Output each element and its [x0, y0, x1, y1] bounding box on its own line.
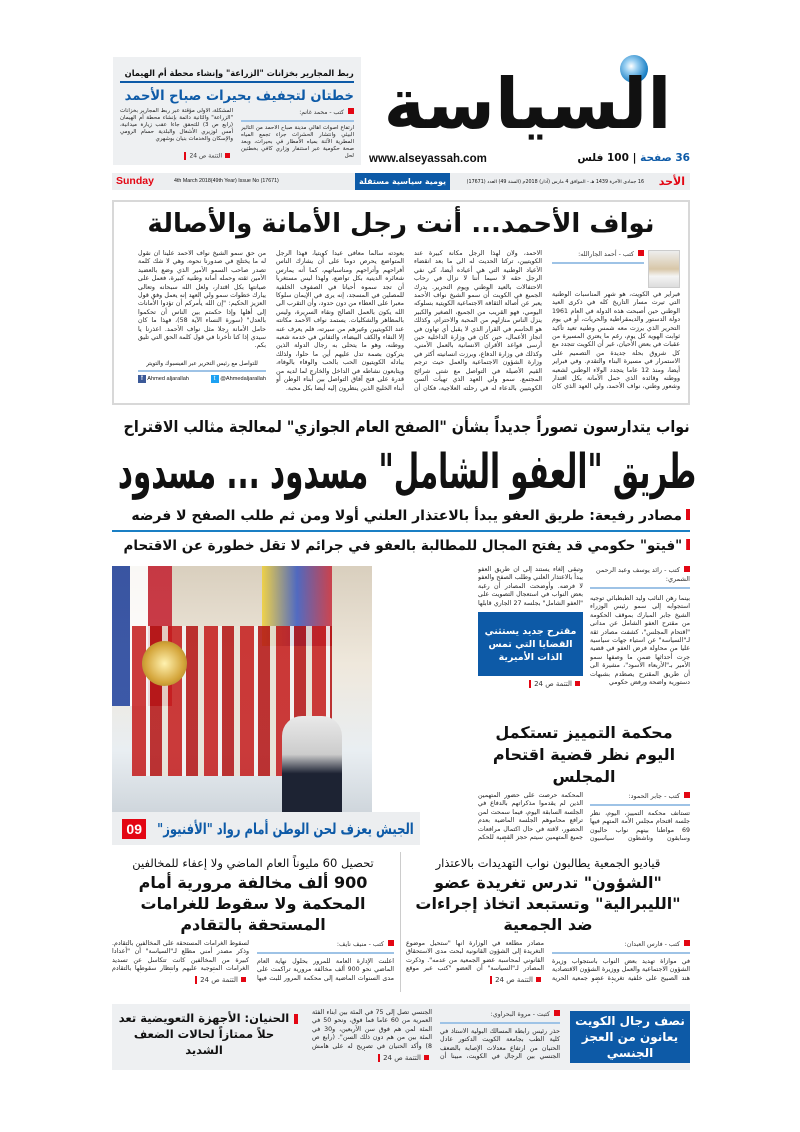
traffic-kicker: تحصيل 60 مليوناً العام الماضي ولا إعفاء للمخالفين: [132, 856, 374, 870]
army-band-photo: [112, 566, 372, 812]
traffic-byline: [257, 940, 394, 954]
bullet-icon: [575, 681, 580, 686]
health-body-left: الجنسي تصل إلى 75 في المئة بين أبناء الفئة العمرية من 60 عاما فما فوق، ونحو 50 في المئة لمن هم فوق سن الأربعين، و30 في المئة بين من هم دون ذلك السن". (رابع ص 8) وأكد الحنيان في تصريح له على هامش: [312, 1009, 432, 1050]
bullet-icon: [684, 940, 690, 946]
column-divider: [400, 852, 401, 992]
bullet-icon: [684, 792, 690, 798]
traffic-body-right: أعلنت الإدارة العامة للمرور بحلول نهاية العام الماضي نحو 900 ألف مخالفة مرورية تراكمت على مدى السنوات الماضية إلى محكمة المرور للبت فيها: [257, 958, 394, 982]
court-body-right: تستأنف محكمة التمييز، اليوم، نظر جلسة اقتحام مجلس الأمة المتهم فيها 69 مواطنا بينهم نواب حاليون وسابقون وناشطون سياسيون: [590, 810, 690, 843]
bullet-icon: [554, 1010, 560, 1016]
main-kicker: نواب يتدارسون تصوراً جديداً بشأن "الصفح العام الجوازي" لمعالجة مثالب الاقتراح: [123, 417, 690, 436]
side-headline: الحنيان: الأجهزة التعويضية تعد حلاً ممتازاً لحالات الضعف الشديد: [118, 1011, 290, 1057]
top-story-body-left: المشكلة، الأولى مؤقتة عبر ربط المجارير بخزانات "الزراعة" والثانية دائمة بإنشاء محطة أم الهيمان (رابع ص 3) للتحقق جاءا عقب زيارة ميدانية، أمس لوزيري الأشغال والبلدية حسام الرومي والإسكان والخدمات بنيان بوشهري: [120, 108, 233, 142]
continued-text: التتمة ص 24: [189, 152, 222, 160]
continued-link[interactable]: [312, 1054, 432, 1063]
editorial-headline[interactable]: نواف الأحمد... أنت رجل الأمانة والأصالة: [147, 209, 655, 239]
divider-line: [112, 530, 690, 532]
main-story-col-left: [478, 566, 583, 689]
twitter-icon: t: [211, 375, 219, 383]
website-link[interactable]: www.alseyassah.com: [369, 153, 487, 165]
shuoon-body-right: في موازاة تهديد بعض النواب باستجواب وزيرة الشؤون الاجتماعية والعمل ووزيرة الشؤون الاقتصادية هند الصبيح على خلفية تغريدة عضو جمعية الحرية: [552, 958, 690, 982]
byline-text: كتب - أحمد الجارالله:: [578, 251, 634, 258]
court-byline: [590, 792, 690, 806]
health-body-right: حذر رئيس رابطة المسالك البولية الأستاذ في كلية الطب بجامعة الكويت الدكتور عادل الحنيان من ارتفاع معدلات الإصابة بالضعف الجنسي بين الرجال في الكويت، مبينا أن: [440, 1028, 560, 1061]
editorial-col-4: من حق سمو الشيخ نواف الأحمد علينا أن نقول له ما يختلج في صدورنا نحوه، وهي لا شك كلمة تصدر صاحب السمو الأمير الذي وضع بالعضيد الأمين ثقته وحمله أمانة وطنية كبيرة، فعمل على صيانتها بكل اقتدار، ولعل الله سبحانه وتعالى يبارك خطوات سمو ولي العهد إنه يعمل وفق قول العزيز الحكيم: "إن الله يأمركم أن تؤدوا الأمانات إلى أهلها وإذا حكمتم بين الناس أن تحكموا بالعدل" (سورة النساء الآية 58)، فهذا ما كان حامل الأمانة رجلا مثل نواف الأحمد. اعذرنا يا سيدي إذا كنا تأخرنا في قول كلمة الحق التي تليق بكم.: [138, 250, 266, 350]
bullet-icon: [225, 153, 230, 158]
top-story-body-right: ارتفاع أصوات أهالي مدينة صباح الأحمد من التأثير البيئي وانتشار الحشرات جراء تجمع المياه المطرية الآثنة بمياه الأمطار في بحيرات، وبعد صحة حكومية عبر استنفار وزاري كافي بخطتين لحل: [241, 125, 354, 159]
bullet-icon: [388, 940, 394, 946]
health-byline: [440, 1010, 560, 1024]
main-headline[interactable]: طريق "العفو الشامل" مسدود ... مسدود: [117, 444, 696, 500]
masthead-logo-area: [365, 55, 690, 170]
continued-text: التتمة ص 24: [383, 1054, 421, 1062]
main-kicker-wrap: [112, 414, 690, 440]
bullet-icon: [638, 250, 644, 256]
main-body-right: بينما رهن النائب وليد الطبطبائي توجيه استجوابه إلى سمو رئيس الوزراء الشيخ جابر المبارك بموقف الحكومة من مقترح العفو الشامل عن مدانى "اقتحام المجلس"، كشفت مصادر ثقة لـ"السياسة" عن استياء جهات سياسية عليا من محاولة فرض العفو في قضية جرت أحداثها ضمن ما وصفها سمو الأمير بـ"الأربعاء الأسود"، مشيرة الى أن طريق المقترح يصطدم بشبهات دستورية واضحة ورفض حكومي: [590, 595, 690, 687]
continued-link[interactable]: [406, 976, 544, 985]
subhead-text: "فيتو" حكومي قد يفتح المجال للمطالبة بالعفو في جرائم لا تقل خطورة عن الاقتحام: [123, 538, 683, 554]
shuoon-byline: [552, 940, 690, 954]
subhead-2-line: [124, 535, 690, 557]
main-story-col-right: [590, 566, 690, 712]
red-bullet-icon: [686, 539, 690, 550]
day-arabic: الأحد: [658, 175, 685, 188]
price: 100 فلس: [577, 152, 629, 164]
health-box[interactable]: [570, 1011, 690, 1063]
top-story-kicker-wrap: [120, 61, 354, 83]
top-story-headline[interactable]: خطتان لتجفيف بحيرات صباح الأحمد: [124, 88, 354, 104]
subhead-text: مصادر رفيعة: طريق العفو يبدأ بالاعتذار العلني أولا ومن ثم طلب الصفح لا فرضه: [131, 508, 682, 524]
editorial-text: فبراير في الكويت، هو شهر المناسبات الوطنية التي تيرت مسار التاريخ كله في ذكرى العيد الوطني حين أصبحت هذه الدولة في العام 1961 دولة الدستور والديمقراطية والحريات، أو في يوم التحرير الذي يرزت معه شمس وطنية تعيد تأكيد ثوابت الهوية كل يوم، رغم ما يعتري المسيرة من عقبات في بعض الأحيان، غير أن الكويت تتجدد مع كل شروق بحلة جديدة من التصميم على الاستمرار في مسيرة البناء والتقدم. وفي فبراير أيضا، ومنذ 12 عاما يتجدد الولاء الوطني لشعبه ووطنه وقائده الذي حمل الأمانة بكل اقتدار وشعور وطني، نواف الأحمد، ولي العهد الذي كان: [552, 291, 680, 391]
court-headline[interactable]: محكمة التمييز تستكمل اليوم نظر قضية اقتحام المجلس: [492, 723, 676, 786]
main-body-left: وتبقى إلغاء يستند إلى أن طريق العفو يبدأ بالاعتذار العلني وطلب الصفح والعفو لا فرضه. وأوضحت المصادر أن رغبة بعض النواب في استعجال التصويت على "العفو الشامل" بجلسة 27 الجاري قابلها: [478, 566, 583, 607]
court-body-left: المحكمة حرصت على حضور المتهمين الذين لم يقدموا مذكراتهم بالدفاع في الجلسة السابقة اليوم، فيما سمحت لمن ترافع محاموهم الجلسة الماضية بعدم الحضور، لافتة في حال اكتمال مرافعات جميع المتهمين سيتم حجز القضية للحكم: [478, 792, 583, 842]
top-story-byline: [241, 108, 354, 122]
twitter-link[interactable]: [211, 375, 266, 384]
facebook-handle: Ahmed aljarallah: [147, 376, 189, 382]
logo-wrap: [365, 61, 690, 147]
newspaper-logo: السياسة: [383, 63, 672, 145]
traffic-headline[interactable]: 900 ألف مخالفة مرورية أمام المحكمة ولا سقوط للغرامات المستحقة بالتقادم: [138, 873, 368, 934]
court-col-right: [590, 792, 690, 843]
editorial-col-2: الأحمد، ولأن لهذا الرجل مكانة كبيرة عند الكويتيين، تركنا الحديث له الى ما بعد انقضاء الأعياد الوطنية التي هي أعياده أيضا، كي نفي الرجل حقه لا سيما أننا لا نزال في رحاب الاحتفالات بالعيد الوطني ويوم التحرير. يدرك الجميع في الكويت أن سمو الشيخ نواف الأحمد يعبر عن أصالة الثقافة الاجتماعية الكويتية بسلوكه اليومي، فهو القريب من الجميع، الصغير والكبير ينزل الناس منازلهم من المحبة والاحترام، وكذلك هو الحاسم في القرار الذي لا يقبل أي تهاون في انجاز الأعمال، حين كان في وزارة الداخلية حين أرسى قواعد الأقران الانسانية بالعمل الأمني، وكذلك في وزارة الدفاع، وبرزت انسانيته أكثر في وزارة الشؤون الاجتماعية والعمل حيث ترجم القيم الأصيلة في التواصل مع شتى شرائح المجتمع. سمو ولي العهد الذي تهيأت ألسن الكويتيين بالدعاء له في رحلته العلاجية، فكان أن: [414, 250, 542, 392]
continued-link[interactable]: [120, 152, 233, 161]
story-shuoon: [406, 852, 690, 985]
top-story-kicker: ربط المجارير بخزانات "الزراعة" وإنشاء محطة أم الهيمان: [124, 69, 354, 79]
photo-caption: الجيش يعزف لحن الوطن أمام رواد "الأفنيوز": [157, 819, 414, 838]
author-photo: [648, 250, 680, 288]
price-info: 36 صفحة | 100 فلس: [577, 152, 690, 164]
continued-text: التتمة ص 24: [495, 976, 533, 984]
continued-link[interactable]: [478, 680, 583, 689]
bullet-icon: [241, 977, 246, 982]
date-arabic: 16 جمادى الآخرة 1439 هـ - الموافق 4 مارس (آذار) 2018م (السنة 49) العدد (17671): [466, 180, 644, 185]
editorial-col-3: بعودته سالما معافى عيدا كويتيا، فهذا الرجل المتواضع يحرص دوما على أن يشارك الناس أفراحهم وأتراحهم ومناسباتهم، كما أنه يمارس شعائره الدينية بكل تواضع، ولهذا ليس مستغربا أن تجد سموه أحيانا في الصفوف الخلفية للمصلين في المسجد، إنه يرى في الإيمان سلوكا معبرا على العطاء من دون حدود، وأن التقرب الى الله يكون بالعمل الصالح ونقاء السريرة، وليس بالمظاهر والشكليات. يستمد نواف الأحمد مكانته عند الكويتيين وغيرهم من سيرته، فلم يعرف عنه إلا النقاء والكف البيضاء، والتفاني في خدمة شعبه ووطنه، وهو ما يتحلى به رجال الدولة الذين يتركون بصمة تدل عليهم أين ما حلوا، ولذلك يبادله الكويتيون الحب بالحب والوفاء بالوفاء، ويتابعون نشاطه في الداخل والخارج لما لديه من قدرة على فتح آفاق التواصل بين أبناء الوطن أو أبناء الخليج الذين ينظرون إليه أيضا بكل محبة.: [276, 250, 404, 392]
bottom-strip: [112, 1004, 690, 1070]
shuoon-kicker-wrap: [406, 852, 690, 872]
health-box-headline: نصف رجال الكويت يعانون من العجز الجنسي: [575, 1014, 685, 1060]
continued-link[interactable]: [112, 976, 249, 985]
page-count: 36 صفحة: [640, 152, 690, 164]
byline-text: كتب - جابر الحمود:: [628, 792, 680, 800]
main-subhead-2: [112, 535, 690, 557]
slogan-badge: يومية سياسية مستقلة: [355, 173, 450, 190]
red-bullet-icon: [294, 1014, 298, 1024]
twitter-handle: @Ahmedaljarallah: [220, 376, 266, 382]
traffic-kicker-wrap: [112, 852, 394, 872]
bullet-icon: [536, 977, 541, 982]
editorial-box: [112, 200, 690, 405]
byline-text: كتب - محمد غانم:: [299, 109, 344, 116]
side-headline-block[interactable]: [118, 1010, 298, 1058]
date-arabic-wrap: [459, 173, 644, 191]
byline-text: كتب - فارس العبدان:: [624, 941, 680, 948]
date-bar: [112, 173, 690, 190]
byline-text: كتبت - مروة البحراوي:: [490, 1011, 550, 1018]
date-english: 4th March 2018(49th Year) Issue No (17671): [174, 178, 279, 184]
editorial-byline: [552, 250, 644, 264]
facebook-icon: f: [138, 375, 146, 383]
editorial-col-1: [552, 250, 680, 392]
shuoon-body-left: مصادر مطلعة في الوزارة أنها "ستحيل موضوع التغريدة إلى الشؤون القانونية لبحث مدى الاستحقاق القانوني لمحاسبة عضو الجمعية من عدمه". وذكرت المصادر لـ"السياسة" أن العضو "كتب عبر موقع: [406, 940, 544, 973]
byline-text: كتب - رائد يوسف وعبد الرحمن الشمري:: [595, 566, 690, 583]
story-traffic: [112, 852, 394, 985]
top-story-box[interactable]: [113, 57, 361, 165]
bullet-icon: [684, 566, 690, 572]
byline-text: كتب - منيف نايف:: [336, 941, 384, 948]
editorial-headline-wrap: [114, 204, 688, 244]
continued-text: التتمة ص 24: [200, 976, 238, 984]
page-number-badge: 09: [122, 819, 146, 839]
main-byline: [590, 566, 690, 589]
continued-text: التتمة ص 24: [534, 680, 572, 688]
red-bullet-icon: [686, 509, 690, 520]
bullet-icon: [424, 1055, 429, 1060]
callout-text: مقترح جديد يستثني القضايا التي تمس الذات الأميرية: [484, 625, 577, 663]
photo-caption-wrap: [152, 819, 414, 839]
main-headline-wrap: [106, 442, 696, 502]
social-caption: للتواصل مع رئيس التحرير عبر الفيسبوك والتويتر: [138, 360, 266, 372]
subhead-1-line: [131, 505, 690, 527]
bullet-icon: [348, 108, 354, 114]
main-subhead-1: [112, 505, 690, 527]
top-story-headline-wrap: [120, 85, 354, 105]
callout-box: [478, 612, 583, 676]
traffic-body-left: لسقوط الغرامات المستحقة على المخالفين بالتقادم. وذكر مصدر أمني مطلع لـ"السياسة" أن "أعدادا كبيرة من المخالفين كانت تتكاسل عن تسديد الغرامات المتوجبة عليهم وانتظار سقوطها بالتقادم: [112, 940, 249, 973]
shuoon-kicker: قياديو الجمعية يطالبون نواب التهديدات بالاعتذار: [435, 856, 661, 870]
photo-caption-bar[interactable]: [112, 812, 420, 845]
facebook-link[interactable]: [138, 375, 189, 384]
shuoon-headline[interactable]: "الشؤون" تدرس تغريدة عضو "الليبرالية" وتستبعد اتخاذ إجراءات ضد الجمعية: [415, 873, 681, 934]
day-english: Sunday: [116, 175, 154, 187]
